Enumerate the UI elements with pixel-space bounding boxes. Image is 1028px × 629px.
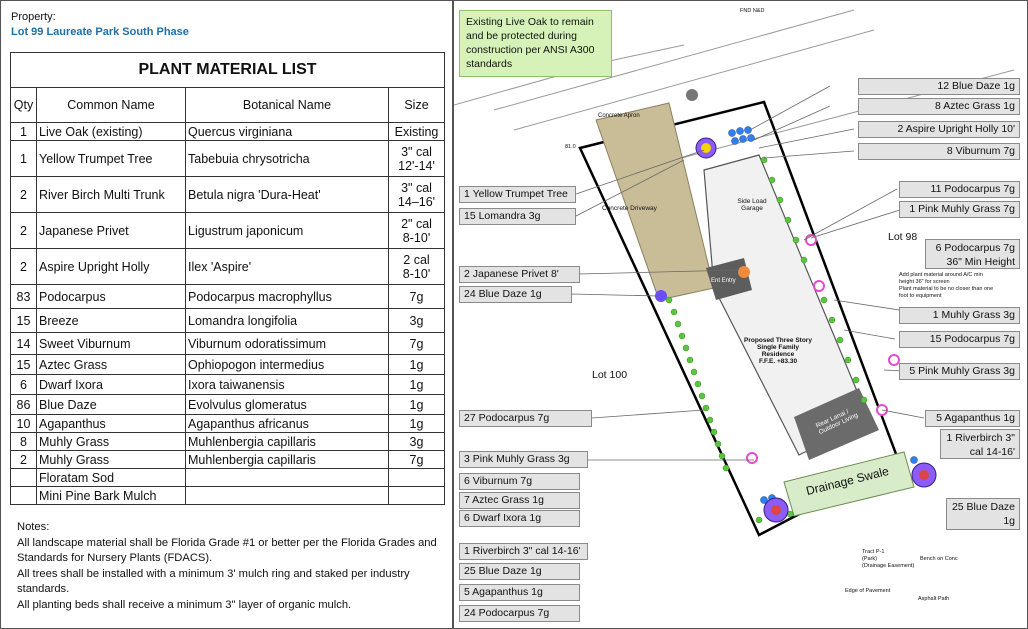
pavement-label: Edge of Pavement [845,588,891,594]
cell-qty: 8 [11,433,37,451]
cell-qty [11,487,37,505]
cell-size [389,355,445,375]
header-common-name: Common Name [37,88,186,123]
plan-label: 27 Podocarpus 7g [459,410,592,427]
cell-botanical-name: Muhlenbergia capillaris [186,433,389,451]
driveway [596,103,714,300]
size-line: 1g [409,357,424,372]
plan-label-two-line [925,239,1020,269]
plan-label: 11 Podocarpus 7g [899,181,1020,198]
plant-material-table [10,52,445,505]
cell-size [389,487,445,505]
plan-label: 8 Viburnum 7g [858,143,1020,160]
plan-label: 25 Blue Daze 1g [459,563,580,580]
cell-qty: 86 [11,395,37,415]
cell-botanical-name: Betula nigra 'Dura-Heat' [186,177,389,213]
plan-label: 1 Yellow Trumpet Tree [459,186,576,203]
plan-label-line: cal 14-16' [969,446,1015,458]
residence-line: Proposed Three Story [744,337,812,344]
size-line: 2 cal [403,252,430,267]
cell-size [389,213,445,249]
cell-qty: 2 [11,451,37,469]
cell-botanical-name [186,469,389,487]
cell-common-name: River Birch Multi Trunk [37,177,186,213]
table-row [11,469,445,487]
cell-botanical-name: Muhlenbergia capillaris [186,451,389,469]
cell-qty: 6 [11,375,37,395]
cell-botanical-name: Ilex 'Aspire' [186,249,389,285]
cell-botanical-name: Ixora taiwanensis [186,375,389,395]
cell-botanical-name: Ophiopogon intermedius [186,355,389,375]
cell-common-name: Agapanthus [37,415,186,433]
driveway-label: Concrete Driveway [602,205,657,212]
cell-size [389,309,445,333]
cell-size [389,123,445,141]
table-row [11,487,445,505]
plan-label: 24 Podocarpus 7g [459,605,580,622]
cell-common-name: Podocarpus [37,285,186,309]
swale-label: Drainage Swale [804,463,891,499]
plan-label: 1 Muhly Grass 3g [899,307,1020,324]
cell-qty: 14 [11,333,37,355]
table-row [11,285,445,309]
cell-common-name: Aztec Grass [37,355,186,375]
plan-label: 2 Japanese Privet 8' [459,266,580,283]
property-label: Property: [11,11,56,23]
table-row [11,123,445,141]
size-line: 7g [409,452,424,467]
cell-common-name: Live Oak (existing) [37,123,186,141]
table-row [11,309,445,333]
size-line: 7g [409,336,424,351]
header-size: Size [389,88,445,123]
size-line: 1g [409,397,424,412]
plan-label: 2 Aspire Upright Holly 10' [858,121,1020,138]
size-line: Existing [394,124,439,139]
size-line: 14–16' [397,194,436,209]
lot-98-label: Lot 98 [888,231,918,243]
cell-common-name: Breeze [37,309,186,333]
cell-botanical-name [186,487,389,505]
table-row [11,177,445,213]
header-qty: Qty [11,88,37,123]
cell-common-name: Muhly Grass [37,451,186,469]
note-line: All trees shall be installed with a minimum 3' mulch ring and staked per industry standards. [17,567,410,595]
size-line: 3g [409,313,424,328]
lot-100-label: Lot 100 [592,369,628,381]
elevation-label: 81.0 [565,144,576,150]
table-title: PLANT MATERIAL LIST [11,53,445,88]
notes [17,520,437,613]
cell-size [389,469,445,487]
size-line: 8-10' [402,266,431,281]
residence-line: Single Family [757,344,799,351]
table-row [11,395,445,415]
plan-label: 15 Podocarpus 7g [899,331,1020,348]
cell-qty: 15 [11,309,37,333]
plan-label: 7 Aztec Grass 1g [459,492,580,509]
plan-label: 1 Riverbirch 3" cal 14-16' [459,543,588,560]
note-line: All landscape material shall be Florida Grade #1 or better per the Florida Grades and Standards for Nursery Plants (FDACS). [17,536,437,564]
table-row [11,375,445,395]
cell-botanical-name: Lomandra longifolia [186,309,389,333]
cell-botanical-name: Evolvulus glomeratus [186,395,389,415]
asphalt-label: Asphalt Path [918,596,950,602]
garage-label: Side Load Garage [737,198,767,212]
residence-line: Residence [761,351,795,358]
ac-note-line: Plant material to be no closer than one [899,286,994,292]
table-row [11,451,445,469]
tract-line: (Park) [862,556,877,562]
apron-label: Concrete Apron [598,113,640,119]
table-row [11,415,445,433]
residence-label [738,337,818,365]
cell-qty: 1 [11,141,37,177]
cell-size [389,177,445,213]
residence-line: F.F.E. +83.30 [758,358,798,365]
size-line: 8-10' [402,230,431,245]
plan-label: 12 Blue Daze 1g [858,78,1020,95]
cell-qty: 2 [11,177,37,213]
ac-note-line: foot to equipment [899,293,942,299]
note-line: All planting beds shall receive a minimum 3" layer of organic mulch. [17,598,352,611]
cell-size [389,451,445,469]
cell-common-name: Japanese Privet [37,213,186,249]
plan-label-two-line [946,498,1020,530]
cell-qty: 2 [11,213,37,249]
cell-botanical-name: Tabebuia chrysotricha [186,141,389,177]
cell-qty [11,469,37,487]
tract-label [862,549,914,570]
table-row [11,333,445,355]
cell-botanical-name: Podocarpus macrophyllus [186,285,389,309]
table-row [11,141,445,177]
size-line: 3g [409,434,424,449]
cell-common-name: Muhly Grass [37,433,186,451]
cell-botanical-name: Agapanthus africanus [186,415,389,433]
cell-qty: 10 [11,415,37,433]
cell-common-name: Aspire Upright Holly [37,249,186,285]
cell-size [389,285,445,309]
size-line: 12'-14' [398,158,435,173]
size-line: 1g [409,416,424,431]
plan-label-line: 6 Podocarpus 7g [935,242,1015,254]
cell-size [389,333,445,355]
plan-label-line: 25 Blue Daze [951,501,1015,513]
plan-label: 24 Blue Daze 1g [459,286,572,303]
header-botanical-name: Botanical Name [186,88,389,123]
cell-qty: 83 [11,285,37,309]
tract-line: Tract P-1 [862,549,885,555]
cell-size [389,433,445,451]
existing-oak-note: Existing Live Oak to remain and be protected during construction per ANSI A300 standards [459,10,612,77]
property-value: Lot 99 Laureate Park South Phase [11,26,189,38]
cell-qty: 1 [11,123,37,141]
plan-label: 5 Agapanthus 1g [459,584,580,601]
cell-size [389,415,445,433]
cell-botanical-name: Ligustrum japonicum [186,213,389,249]
cell-common-name: Dwarf Ixora [37,375,186,395]
table-row [11,433,445,451]
cell-botanical-name: Quercus virginiana [186,123,389,141]
cell-common-name: Yellow Trumpet Tree [37,141,186,177]
cell-qty: 2 [11,249,37,285]
cell-common-name: Mini Pine Bark Mulch [37,487,186,505]
size-line: 1g [409,377,424,392]
plan-label-two-line [940,429,1020,459]
plan-label: 1 Pink Muhly Grass 7g [899,201,1020,218]
ac-note-line: Add plant material around A/C min [899,272,983,278]
plan-label: 6 Viburnum 7g [459,473,580,490]
lanai-label: Rear Lanai / Outdoor Living [814,408,860,437]
plan-label: 6 Dwarf Ixora 1g [459,510,580,527]
plan-label-line: 1g [1003,515,1015,527]
table-row [11,355,445,375]
cell-size [389,249,445,285]
tract-line: (Drainage Easement) [862,563,915,569]
ac-note-line: height 36" for screen [899,279,950,285]
bench-label: Bench on Conc [920,556,958,562]
size-line: 7g [409,289,424,304]
cell-qty: 15 [11,355,37,375]
cell-size [389,395,445,415]
cell-common-name: Blue Daze [37,395,186,415]
plan-label: 8 Aztec Grass 1g [858,98,1020,115]
size-line: 3" cal [401,144,432,159]
table-row [11,249,445,285]
ac-note [899,272,993,300]
entry-label: Ent Entry [711,278,736,284]
plan-label: 3 Pink Muhly Grass 3g [459,451,588,468]
table-row [11,213,445,249]
fnd-label: FND N&D [740,8,765,14]
cell-botanical-name: Viburnum odoratissimum [186,333,389,355]
cell-common-name: Floratam Sod [37,469,186,487]
plan-label: 5 Pink Muhly Grass 3g [899,363,1020,380]
cell-common-name: Sweet Viburnum [37,333,186,355]
plan-label: 5 Agapanthus 1g [925,410,1020,427]
size-line: 2" cal [401,216,432,231]
plan-label-line: 1 Riverbirch 3" [946,432,1015,444]
notes-title: Notes: [17,521,50,533]
plan-label-line: 36" Min Height [946,256,1015,268]
cell-size [389,141,445,177]
plan-label: 15 Lomandra 3g [459,208,576,225]
cell-size [389,375,445,395]
size-line: 3" cal [401,180,432,195]
